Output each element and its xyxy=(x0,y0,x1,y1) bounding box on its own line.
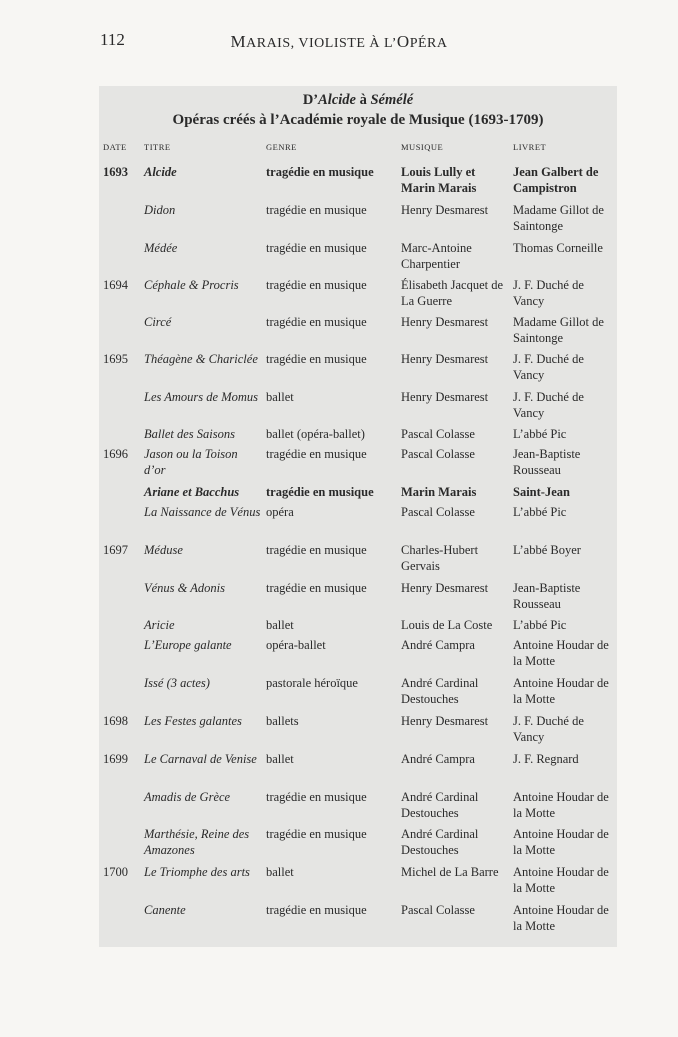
panel-subtitle: Opéras créés à l’Académie royale de Musique (1693-1709) xyxy=(172,112,544,128)
cell-musique: Pascal Colasse xyxy=(401,903,475,917)
cell-genre: tragédie en musique xyxy=(266,278,367,292)
running-head xyxy=(0,32,678,52)
cell-livret: J. F. Duché de Vancy xyxy=(513,352,584,382)
page-number: 112 xyxy=(100,30,125,49)
cell-musique: Pascal Colasse xyxy=(401,447,475,461)
cell-musique: André Cardinal Destouches xyxy=(401,790,479,820)
panel-title xyxy=(99,92,617,109)
cell-livret: Jean-Baptiste Rousseau xyxy=(513,581,581,611)
cell-musique: Louis de La Coste xyxy=(401,618,493,632)
running-head-initial: M xyxy=(230,32,247,51)
title-work-semele: Sémélé xyxy=(370,92,414,108)
cell-titre: Alcide xyxy=(144,165,177,179)
cell-genre: tragédie en musique xyxy=(266,581,367,595)
cell-livret: Jean Galbert de Campistron xyxy=(513,165,599,195)
cell-date: 1700 xyxy=(103,865,128,879)
cell-titre: Méduse xyxy=(144,543,183,557)
cell-livret: Thomas Corneille xyxy=(513,241,603,255)
cell-musique: Michel de La Barre xyxy=(401,865,499,879)
cell-genre: tragédie en musique xyxy=(266,352,367,366)
cell-musique: Henry Desmarest xyxy=(401,352,489,366)
cell-titre: Canente xyxy=(144,903,186,917)
cell-genre: ballets xyxy=(266,714,299,728)
cell-musique: Henry Desmarest xyxy=(401,390,489,404)
cell-titre: Issé (3 actes) xyxy=(144,676,210,690)
cell-titre: Le Carnaval de Venise xyxy=(144,752,257,766)
running-head-opera-initial: O xyxy=(396,32,410,51)
cell-titre: Marthésie, Reine des Amazones xyxy=(144,827,250,857)
cell-genre: ballet xyxy=(266,865,294,879)
header-genre: GENRE xyxy=(266,142,297,152)
title-work-alcide: Alcide xyxy=(318,92,356,108)
header-date: DATE xyxy=(103,142,127,152)
cell-genre: ballet xyxy=(266,618,294,632)
cell-livret: L’abbé Pic xyxy=(513,505,567,519)
cell-livret: Antoine Houdar de la Motte xyxy=(513,903,609,933)
cell-livret: Madame Gillot de Saintonge xyxy=(513,315,604,345)
cell-date: 1695 xyxy=(103,352,128,366)
cell-genre: ballet xyxy=(266,390,294,404)
cell-livret: J. F. Duché de Vancy xyxy=(513,390,584,420)
opera-table-panel xyxy=(99,86,617,947)
cell-livret: Antoine Houdar de la Motte xyxy=(513,790,609,820)
cell-titre: L’Europe galante xyxy=(144,638,232,652)
cell-musique: Henry Desmarest xyxy=(401,581,489,595)
cell-livret: Antoine Houdar de la Motte xyxy=(513,865,609,895)
cell-musique: André Cardinal Destouches xyxy=(401,676,479,706)
cell-titre: Céphale & Procris xyxy=(144,278,239,292)
header-musique: MUSIQUE xyxy=(401,142,444,152)
title-middle: à xyxy=(355,92,371,108)
cell-titre: Didon xyxy=(144,203,176,217)
cell-genre: ballet xyxy=(266,752,294,766)
cell-date: 1693 xyxy=(103,165,128,179)
cell-musique: Pascal Colasse xyxy=(401,505,475,519)
cell-genre: tragédie en musique xyxy=(266,790,367,804)
header-livret: LIVRET xyxy=(513,142,547,152)
cell-titre: Circé xyxy=(144,315,172,329)
cell-titre: Médée xyxy=(144,241,178,255)
cell-livret: Jean-Baptiste Rousseau xyxy=(513,447,581,477)
cell-musique: Henry Desmarest xyxy=(401,315,489,329)
cell-genre: tragédie en musique xyxy=(266,241,367,255)
cell-genre: tragédie en musique xyxy=(266,203,367,217)
cell-titre: Jason ou la Toison d’or xyxy=(144,447,238,477)
cell-genre: tragédie en musique xyxy=(266,485,374,499)
cell-musique: Henry Desmarest xyxy=(401,714,489,728)
cell-livret: J. F. Regnard xyxy=(513,752,579,766)
cell-date: 1696 xyxy=(103,447,128,461)
cell-livret: Madame Gillot de Saintonge xyxy=(513,203,604,233)
cell-date: 1698 xyxy=(103,714,128,728)
cell-musique: André Campra xyxy=(401,752,475,766)
cell-livret: L’abbé Pic xyxy=(513,618,567,632)
cell-livret: J. F. Duché de Vancy xyxy=(513,278,584,308)
cell-musique: Marc-Antoine Charpentier xyxy=(401,241,472,271)
running-head-smallcaps: ARAIS, VIOLISTE À L’ xyxy=(246,36,397,51)
cell-genre: ballet (opéra-ballet) xyxy=(266,427,365,441)
cell-titre: Théagène & Chariclée xyxy=(144,352,258,366)
cell-genre: opéra xyxy=(266,505,294,519)
cell-musique: Marin Marais xyxy=(401,485,477,499)
cell-genre: tragédie en musique xyxy=(266,447,367,461)
cell-genre: tragédie en musique xyxy=(266,543,367,557)
cell-musique: Henry Desmarest xyxy=(401,203,489,217)
cell-titre: Aricie xyxy=(144,618,175,632)
cell-genre: opéra-ballet xyxy=(266,638,326,652)
cell-musique: Élisabeth Jacquet de La Guerre xyxy=(401,278,504,308)
cell-titre: Amadis de Grèce xyxy=(144,790,231,804)
cell-genre: tragédie en musique xyxy=(266,903,367,917)
cell-livret: Antoine Houdar de la Motte xyxy=(513,827,609,857)
cell-titre: La Naissance de Vénus xyxy=(144,505,261,519)
cell-livret: Antoine Houdar de la Motte xyxy=(513,676,609,706)
cell-genre: pastorale héroïque xyxy=(266,676,358,690)
cell-date: 1699 xyxy=(103,752,128,766)
header-titre: TITRE xyxy=(144,142,171,152)
cell-musique: Louis Lully et Marin Marais xyxy=(401,165,477,195)
title-prefix: D’ xyxy=(302,92,319,108)
cell-musique: Pascal Colasse xyxy=(401,427,475,441)
cell-musique: André Campra xyxy=(401,638,475,652)
cell-genre: tragédie en musique xyxy=(266,827,367,841)
cell-genre: tragédie en musique xyxy=(266,165,374,179)
cell-livret: L’abbé Pic xyxy=(513,427,567,441)
running-head-end: PÉRA xyxy=(409,36,448,51)
cell-date: 1697 xyxy=(103,543,128,557)
cell-livret: Saint-Jean xyxy=(513,485,570,499)
cell-musique: André Cardinal Destouches xyxy=(401,827,479,857)
cell-livret: L’abbé Boyer xyxy=(513,543,581,557)
cell-titre: Ariane et Bacchus xyxy=(144,485,240,499)
cell-livret: Antoine Houdar de la Motte xyxy=(513,638,609,668)
cell-titre: Les Festes galantes xyxy=(144,714,242,728)
cell-titre: Vénus & Adonis xyxy=(144,581,226,595)
cell-genre: tragédie en musique xyxy=(266,315,367,329)
cell-titre: Ballet des Saisons xyxy=(144,427,235,441)
cell-musique: Charles-Hubert Gervais xyxy=(401,543,479,573)
cell-titre: Le Triomphe des arts xyxy=(144,865,250,879)
cell-date: 1694 xyxy=(103,278,128,292)
cell-livret: J. F. Duché de Vancy xyxy=(513,714,584,744)
cell-titre: Les Amours de Momus xyxy=(144,390,259,404)
